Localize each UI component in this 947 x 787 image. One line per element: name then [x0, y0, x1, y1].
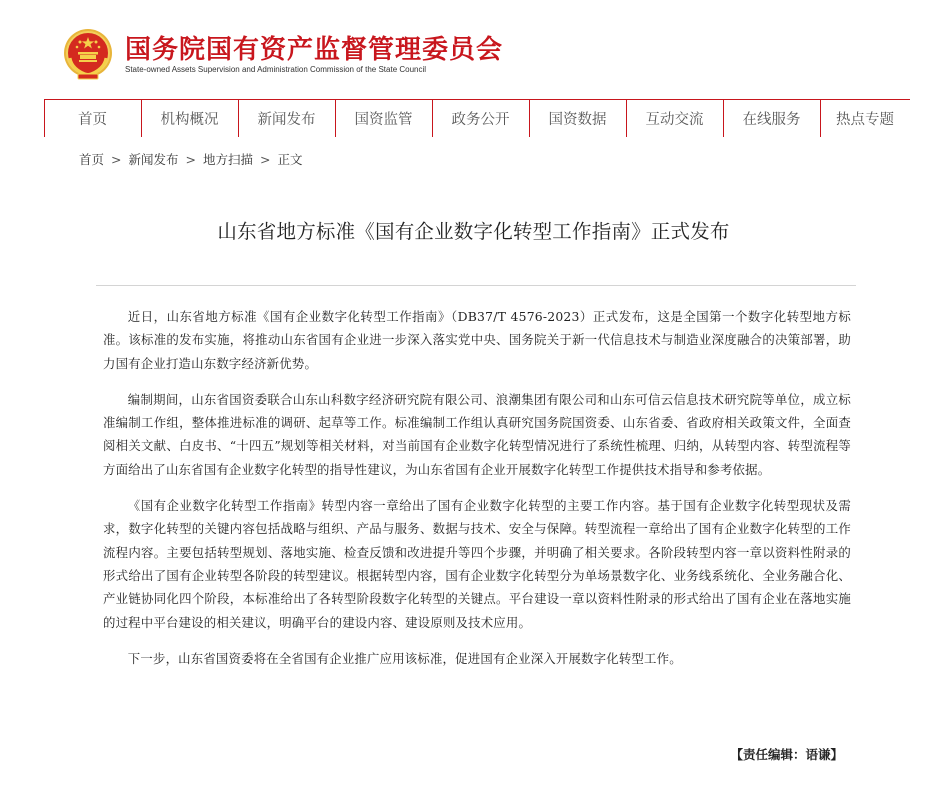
nav-item-affairs[interactable]: 政务公开 [451, 111, 510, 128]
nav-item-services[interactable]: 在线服务 [742, 111, 801, 128]
article-paragraph: 近日，山东省地方标准《国有企业数字化转型工作指南》（DB37/T 4576-2023）正式发布，这是全国第一个数字化转型地方标准。该标准的发布实施，将推动山东省国有企业进一步深入落实党中央、国务院关于新一代信息技术与制造业深度融合的决策部署，助力国有企业打造山东数字经济新优势。 [103, 309, 851, 371]
nav-item-interaction[interactable]: 互动交流 [645, 111, 704, 128]
responsible-editor: 【责任编辑：语谦】 [730, 747, 843, 762]
article-body [103, 305, 851, 683]
title-divider [96, 285, 856, 286]
nav-item-about[interactable]: 机构概况 [160, 111, 219, 128]
breadcrumb-separator: > [260, 152, 271, 167]
site-subtitle: State-owned Assets Supervision and Administration Commission of the State Council [125, 65, 427, 74]
breadcrumb-home[interactable]: 首页 [79, 152, 105, 167]
article-paragraph: 编制期间，山东省国资委联合山东山科数字经济研究院有限公司、浪潮集团有限公司和山东可信云信息技术研究院等单位，成立标准编制工作组，整体推进标准的调研、起草等工作。标准编制工作组认真研究国务院国资委、山东省委、省政府相关政策文件，全面查阅相关文献、白皮书、“十四五”规划等相关材料，对当前国有企业数字化转型情况进行了系统性梳理、归纳，从转型内容、转型流程等方面给出了山东省国有企业数字化转型的指导性建议，为山东省国有企业开展数字化转型工作提供技术指导和参考依据。 [103, 391, 851, 477]
breadcrumb-local[interactable]: 地方扫描 [203, 152, 254, 167]
nav-item-news[interactable]: 新闻发布 [257, 111, 316, 128]
nav-item-home[interactable]: 首页 [78, 111, 107, 128]
article-title: 山东省地方标准《国有企业数字化转型工作指南》正式发布 [217, 220, 730, 243]
main-nav [44, 99, 910, 137]
site-title[interactable]: 国务院国有资产监督管理委员会 [125, 35, 504, 65]
nav-item-supervision[interactable]: 国资监管 [354, 111, 413, 128]
breadcrumb-current: 正文 [277, 152, 303, 167]
nav-item-topics[interactable]: 热点专题 [836, 111, 894, 128]
breadcrumb-news[interactable]: 新闻发布 [128, 152, 179, 167]
breadcrumb-separator: > [111, 152, 122, 167]
article-paragraph: 《国有企业数字化转型工作指南》转型内容一章给出了国有企业数字化转型的主要工作内容。基于国有企业数字化转型现状及需求，数字化转型的关键内容包括战略与组织、产品与服务、数据与技术、安全与保障。转型流程一章给出了国有企业数字化转型的工作流程内容。主要包括转型规划、落地实施、检查反馈和改进提升等四个步骤，并明确了相关要求。各阶段转型内容一章以资料性附录的形式给出了国有企业转型各阶段的转型建议。根据转型内容，国有企业数字化转型分为单场景数字化、业务线系统化、全业务融合化、产业链协同化四个阶段，本标准给出了各转型阶段数字化转型的关键点。平台建设一章以资料性附录的形式给出了国有企业在落地实施的过程中平台建设的相关建议，明确平台的建设内容、建设原则及技术应用。 [103, 498, 851, 630]
article-paragraph: 下一步，山东省国资委将在全省国有企业推广应用该标准，促进国有企业深入开展数字化转型工作。 [127, 650, 682, 666]
breadcrumb [79, 150, 303, 168]
nav-item-data[interactable]: 国资数据 [548, 111, 607, 128]
national-emblem-icon[interactable] [62, 28, 114, 80]
breadcrumb-separator: > [185, 152, 196, 167]
site-header [62, 22, 502, 82]
